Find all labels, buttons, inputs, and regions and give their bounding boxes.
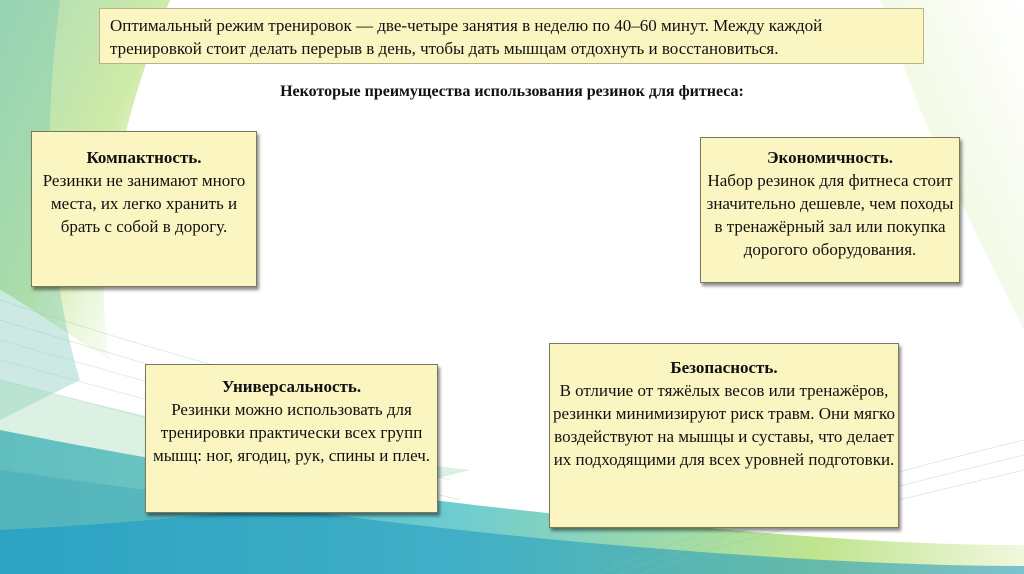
benefit-box-safety	[549, 343, 899, 528]
benefit-text: В отличие от тяжёлых весов или тренажёров, резинки минимизируют риск травм. Они мягко воздействуют на мышцы и суставы, что делает их подходящими для всех уровней подготовки.	[553, 381, 895, 469]
benefit-box-economy	[700, 137, 960, 283]
intro-text-box	[99, 8, 924, 64]
page-subtitle: Некоторые преимущества использования резинок для фитнеса:	[280, 83, 744, 100]
benefit-box-compact	[31, 131, 257, 287]
benefit-title: Экономичность.	[767, 148, 893, 167]
benefit-title: Универсальность.	[221, 377, 362, 396]
benefit-title: Безопасность.	[670, 358, 778, 377]
intro-text: Оптимальный режим тренировок — две-четыре занятия в неделю по 40–60 минут. Между каждой тренировкой стоит делать перерыв в день, чтобы дать мышцам отдохнуть и восстановиться.	[110, 16, 823, 58]
benefit-box-universal	[145, 364, 438, 513]
benefit-text: Набор резинок для фитнеса стоит значительно дешевле, чем походы в тренажёрный зал или покупка дорогого оборудования.	[706, 171, 954, 259]
benefit-text: Резинки можно использовать для тренировки практически всех групп мышц: ног, ягодиц, рук, спины и плеч.	[152, 400, 431, 465]
benefit-title: Компактность.	[86, 148, 202, 167]
benefit-text: Резинки не занимают много места, их легко хранить и брать с собой в дорогу.	[42, 171, 246, 236]
